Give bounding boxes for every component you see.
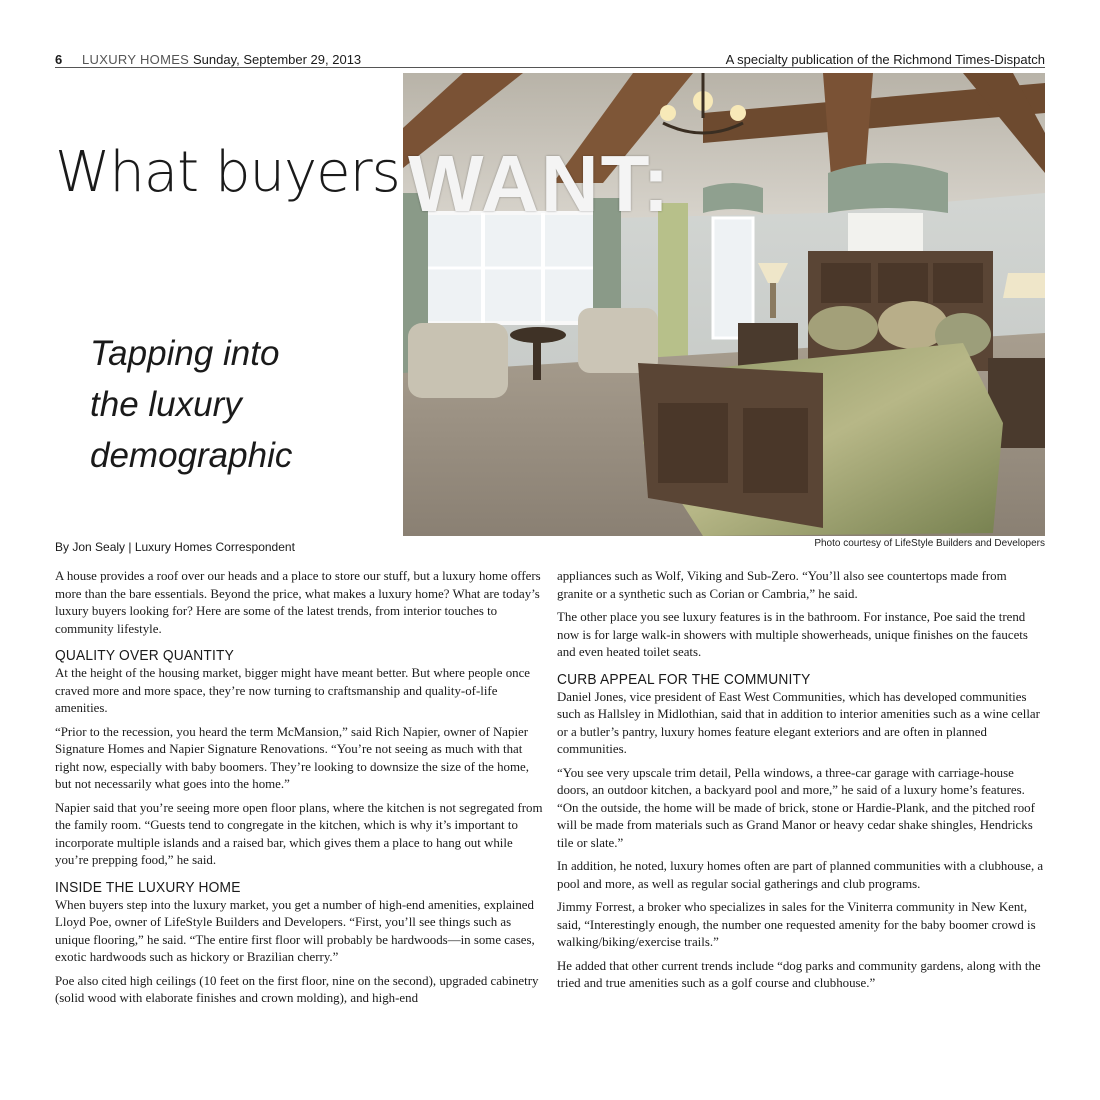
paragraph: The other place you see luxury features is in the bathroom. For instance, Poe said the trend now is for large walk-in showers with multiple showerheads, unique finishes on the faucets and even heated toilet seats. bbox=[557, 610, 1028, 659]
paragraph: When buyers step into the luxury market, you get a number of high-end amenities, explained Lloyd Poe, owner of LifeStyle Builders and Developers. “First, you’ll see things such as unique flooring,” he said. “The entire first floor will probably be hardwoods—in some cases, exotic hardwoods such as hickory or Brazilian cherry.” bbox=[55, 897, 535, 964]
section-heading: CURB APPEAL FOR THE COMMUNITY bbox=[557, 671, 811, 688]
paragraph: He added that other current trends include “dog parks and community gardens, along with the tried and true amenities such as a golf course and clubhouse.” bbox=[557, 958, 1041, 990]
paragraph: “Prior to the recession, you heard the term McMansion,” said Rich Napier, owner of Napier Signature Homes and Napier Signature Renovations. “You’re not seeing as much with that right now, especially with baby boomers. They’re looking to downsize the size of the home, but not necessarily what goes into the home.” bbox=[55, 724, 529, 791]
section-heading: QUALITY OVER QUANTITY bbox=[55, 648, 235, 664]
subheadline-line: Tapping into bbox=[90, 334, 280, 373]
paragraph: At the height of the housing market, bigger might have meant better. But where people once craved more and more space, they’re now turning to craftsmanship and quality-of-life amenities. bbox=[55, 666, 531, 715]
header-rule bbox=[55, 67, 1045, 68]
byline: By Jon Sealy | Luxury Homes Correspondent bbox=[55, 540, 295, 554]
paragraph: appliances such as Wolf, Viking and Sub-Zero. “You’ll also see countertops made from granite or a synthetic such as Corian or Cambria,” he said. bbox=[557, 569, 1007, 601]
photo-caption: Photo courtesy of LifeStyle Builders and Developers bbox=[814, 538, 1045, 549]
publication-line: A specialty publication of the Richmond Times-Dispatch bbox=[725, 52, 1045, 67]
paragraph: “You see very upscale trim detail, Pella windows, a three-car garage with carriage-house doors, an outdoor kitchen, a backyard pool and more,” he said of a luxury home’s features. “On the outside, the home will be made of brick, stone or Hardie-Plank, and the pitched roof will be made from materials such as Grand Manor or heavy cedar shake shingles, Hendricks tile or slate.” bbox=[557, 765, 1035, 850]
issue-date: Sunday, September 29, 2013 bbox=[193, 52, 362, 67]
section-name: LUXURY HOMES bbox=[82, 52, 190, 67]
paragraph: Napier said that you’re seeing more open floor plans, where the kitchen is not segregated from the family room. “Guests tend to congregate in the kitchen, which is why it’s important to incorporate multiple islands and a raised bar, which gives them a place to hang out while you’re prepping food,” he said. bbox=[55, 800, 543, 867]
subheadline-line: demographic bbox=[90, 436, 293, 475]
headline-part1: What buyers bbox=[55, 140, 400, 205]
page-header bbox=[55, 52, 1045, 68]
article-column-2 bbox=[557, 568, 1045, 999]
subheadline-line: the luxury bbox=[90, 385, 242, 424]
headline-part2: WANT: bbox=[408, 139, 672, 228]
article-column-1 bbox=[55, 568, 543, 1014]
paragraph: Daniel Jones, vice president of East West Communities, which has developed communities such as Hallsley in Midlothian, said that in addition to interior amenities such as a wine cellar or a butler’s pantry, luxury homes feature elegant exteriors and are often in planned communities. bbox=[557, 689, 1040, 756]
paragraph: Poe also cited high ceilings (10 feet on the first floor, nine on the second), upgraded cabinetry (solid wood with elaborate finishes and crown molding), and high-end bbox=[55, 973, 539, 1005]
section-heading: INSIDE THE LUXURY HOME bbox=[55, 879, 241, 896]
paragraph: Jimmy Forrest, a broker who specializes in sales for the Viniterra community in New Kent, said, “Interestingly enough, the number one requested amenity for the baby boomer crowd is walking/biking/exercise trails.” bbox=[557, 900, 1036, 949]
subheadline bbox=[90, 328, 390, 481]
intro-paragraph: A house provides a roof over our heads and a place to store our stuff, but a luxury home offers more than the bare essentials. Beyond the price, what makes a luxury home? What are today’s luxury buyers looking for? Here are some of the latest trends, from interior touches to community lifestyle. bbox=[55, 569, 541, 636]
paragraph: In addition, he noted, luxury homes often are part of planned communities with a clubhouse, a pool and more, as well as regular social gatherings and club programs. bbox=[557, 859, 1044, 891]
page-number: 6 bbox=[55, 52, 63, 67]
